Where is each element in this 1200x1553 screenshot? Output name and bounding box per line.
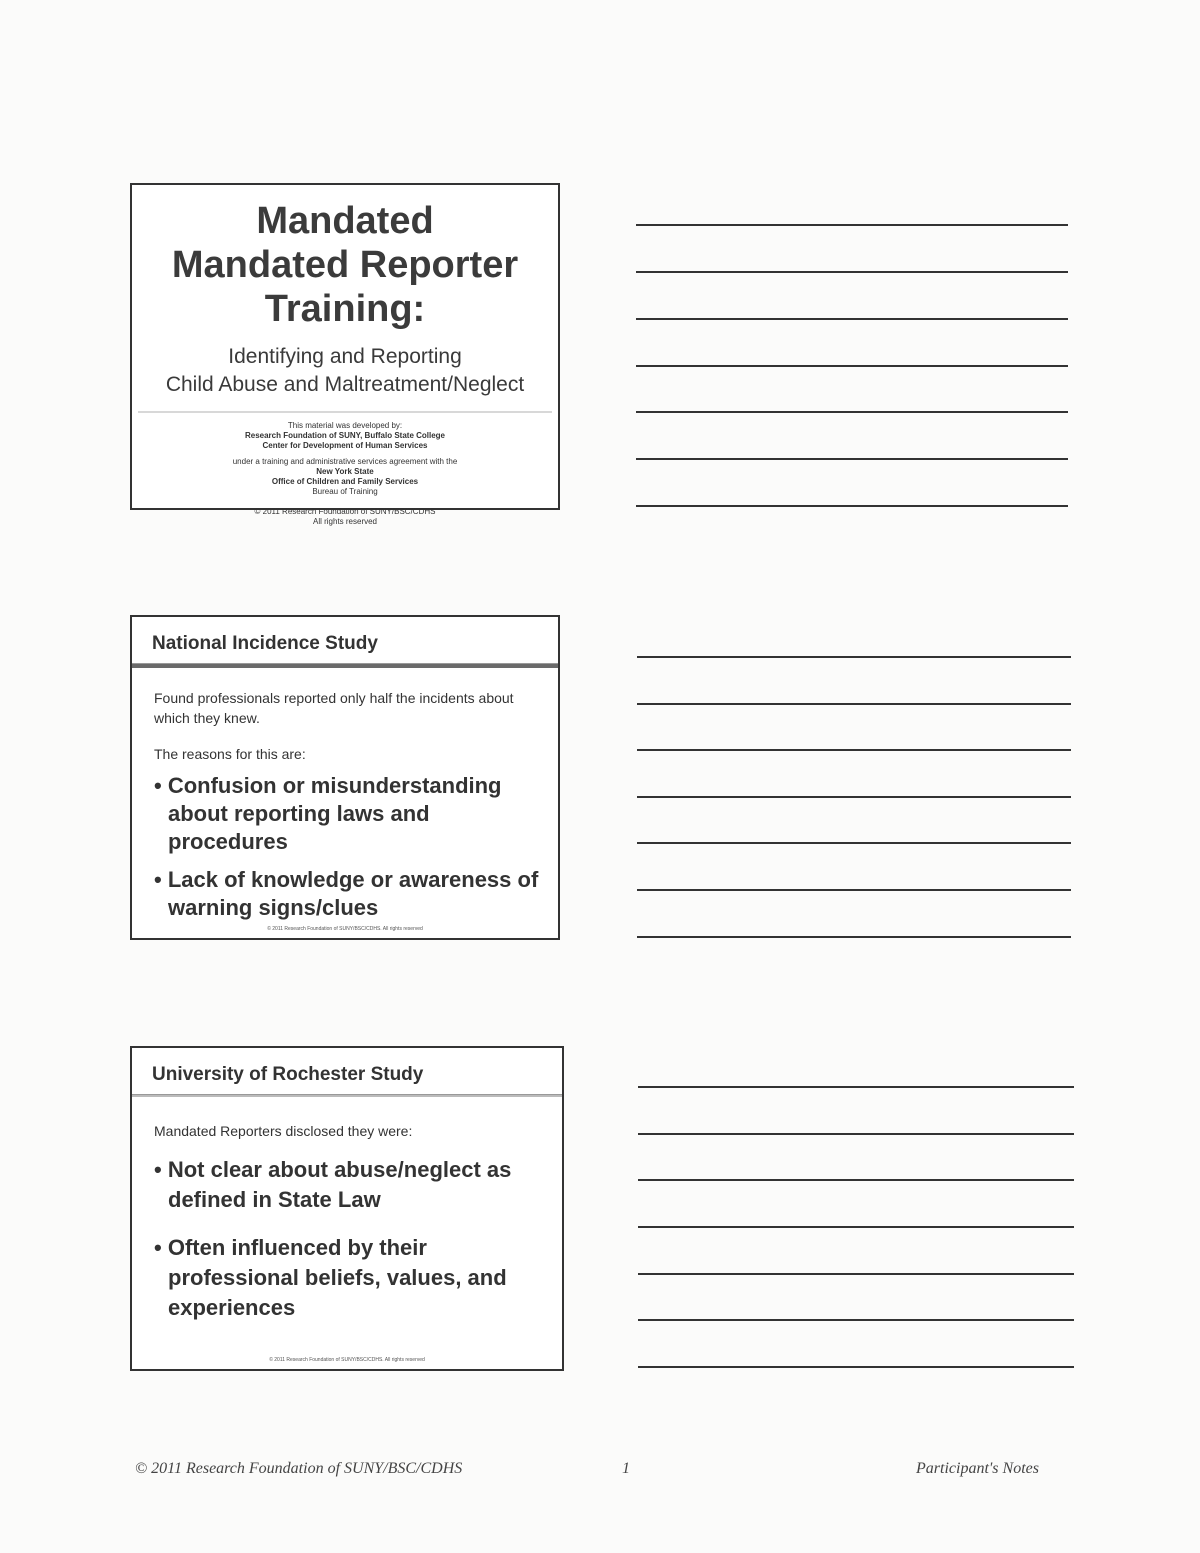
note-line bbox=[638, 1273, 1074, 1275]
note-line bbox=[638, 1133, 1074, 1135]
bullet-item: • Often influenced by their professional beliefs, values, and experiences bbox=[154, 1235, 507, 1320]
bullet-item: • Lack of knowledge or awareness of warning signs/clues bbox=[154, 867, 539, 920]
note-line bbox=[637, 703, 1071, 705]
note-line bbox=[636, 224, 1068, 226]
note-line bbox=[638, 1086, 1074, 1088]
note-line bbox=[637, 889, 1071, 891]
note-line bbox=[636, 411, 1068, 413]
note-line bbox=[637, 749, 1071, 751]
rochester-study-slide bbox=[130, 1046, 564, 1371]
note-line bbox=[636, 505, 1068, 507]
note-line bbox=[637, 796, 1071, 798]
note-line bbox=[637, 936, 1071, 938]
note-line bbox=[638, 1319, 1074, 1321]
note-line bbox=[638, 1226, 1074, 1228]
header-bar bbox=[132, 663, 558, 668]
slide-subtitle: Identifying and Reporting Child Abuse and Maltreatment/Neglect bbox=[165, 345, 525, 396]
credits: This material was developed by: Research Foundation of SUNY, Buffalo State College Center for Development of Human Services under a training and administrative services agreement with the New York State Office of Children and Family Services Bureau of Training © 2011 Research Foundation of SUNY/BSC/CDHS All rights reserved bbox=[232, 421, 458, 526]
note-line bbox=[637, 842, 1071, 844]
note-line bbox=[638, 1179, 1074, 1181]
note-line bbox=[636, 365, 1068, 367]
page-number: 1 bbox=[622, 1460, 630, 1477]
note-line bbox=[636, 318, 1068, 320]
slide-title: Mandated Mandated Reporter Training: bbox=[171, 200, 519, 330]
header-bar bbox=[132, 1094, 562, 1097]
page-footer-notes: Participant's Notes bbox=[916, 1460, 1039, 1477]
intro-text: Found professionals reported only half the incidents about which they knew. bbox=[154, 690, 514, 726]
slide-header: University of Rochester Study bbox=[152, 1064, 424, 1085]
page-footer-copyright: © 2011 Research Foundation of SUNY/BSC/CDHS bbox=[135, 1460, 463, 1477]
slide-header: National Incidence Study bbox=[152, 633, 378, 654]
bullet-item: • Not clear about abuse/neglect as defined in State Law bbox=[154, 1157, 512, 1212]
note-line bbox=[637, 656, 1071, 658]
slide-footer: © 2011 Research Foundation of SUNY/BSC/CDHS. All rights reserved bbox=[267, 926, 423, 932]
intro-text: Mandated Reporters disclosed they were: bbox=[154, 1123, 413, 1139]
title-slide bbox=[130, 183, 560, 526]
bullet-item: • Confusion or misunderstanding about reporting laws and procedures bbox=[154, 773, 502, 854]
national-incidence-slide bbox=[130, 615, 560, 940]
note-line bbox=[636, 271, 1068, 273]
reasons-label: The reasons for this are: bbox=[154, 746, 306, 762]
note-line bbox=[638, 1366, 1074, 1368]
note-line bbox=[636, 458, 1068, 460]
slide-footer: © 2011 Research Foundation of SUNY/BSC/CDHS. All rights reserved bbox=[269, 1357, 425, 1363]
divider bbox=[138, 411, 552, 413]
